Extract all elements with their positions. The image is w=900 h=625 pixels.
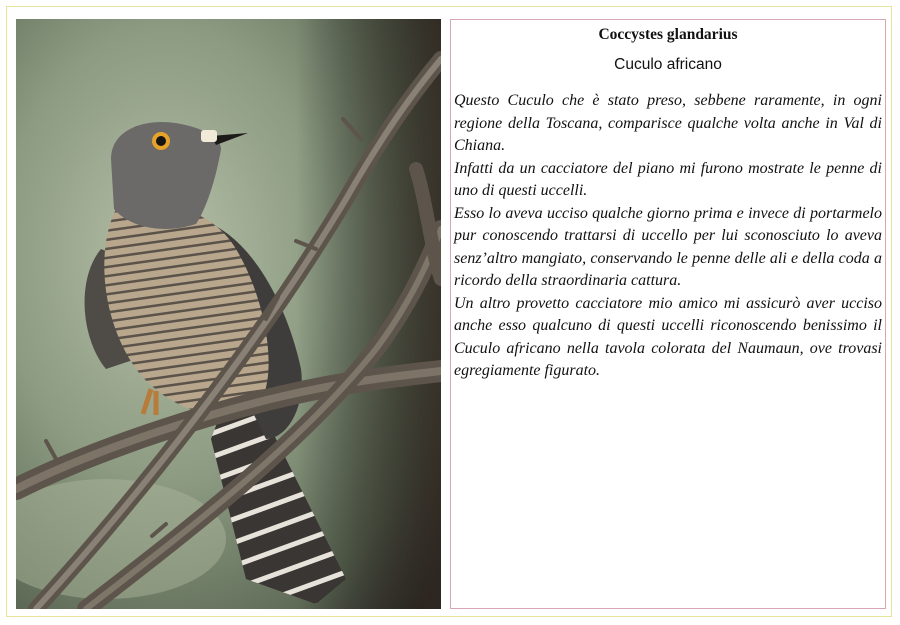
paragraph: Un altro provetto cacciatore mio amico mi assicurò aver ucciso anche esso qualcuno di questi uccelli riconoscendo benissimo il Cuculo africano nella tavola colorata del Naumaun, ove trovasi egregiamente figurato.	[454, 294, 882, 379]
bird-leg-band	[201, 130, 217, 142]
common-name: Cuculo africano	[614, 56, 722, 73]
description-text	[454, 90, 882, 383]
cuckoo-illustration	[16, 19, 441, 609]
paragraph: Esso lo aveva ucciso qualche giorno prima e invece di portarmelo pur conoscendo trattarsi di uccello per lui sconosciuto lo aveva senz’altro mangiato, conservando le penne delle ali e della coda a ricordo della straordinaria cattura.	[454, 204, 882, 289]
paragraph: Infatti da un cacciatore del piano mi furono mostrate le penne di uno di questi uccelli.	[454, 159, 882, 199]
bird-photo	[16, 19, 441, 609]
paragraph: Questo Cuculo che è stato preso, sebbene raramente, in ogni regione della Toscana, comparisce qualche volta anche in Val di Chiana.	[454, 92, 882, 154]
scientific-name: Coccystes glandarius	[598, 26, 738, 43]
description-panel	[450, 19, 886, 609]
